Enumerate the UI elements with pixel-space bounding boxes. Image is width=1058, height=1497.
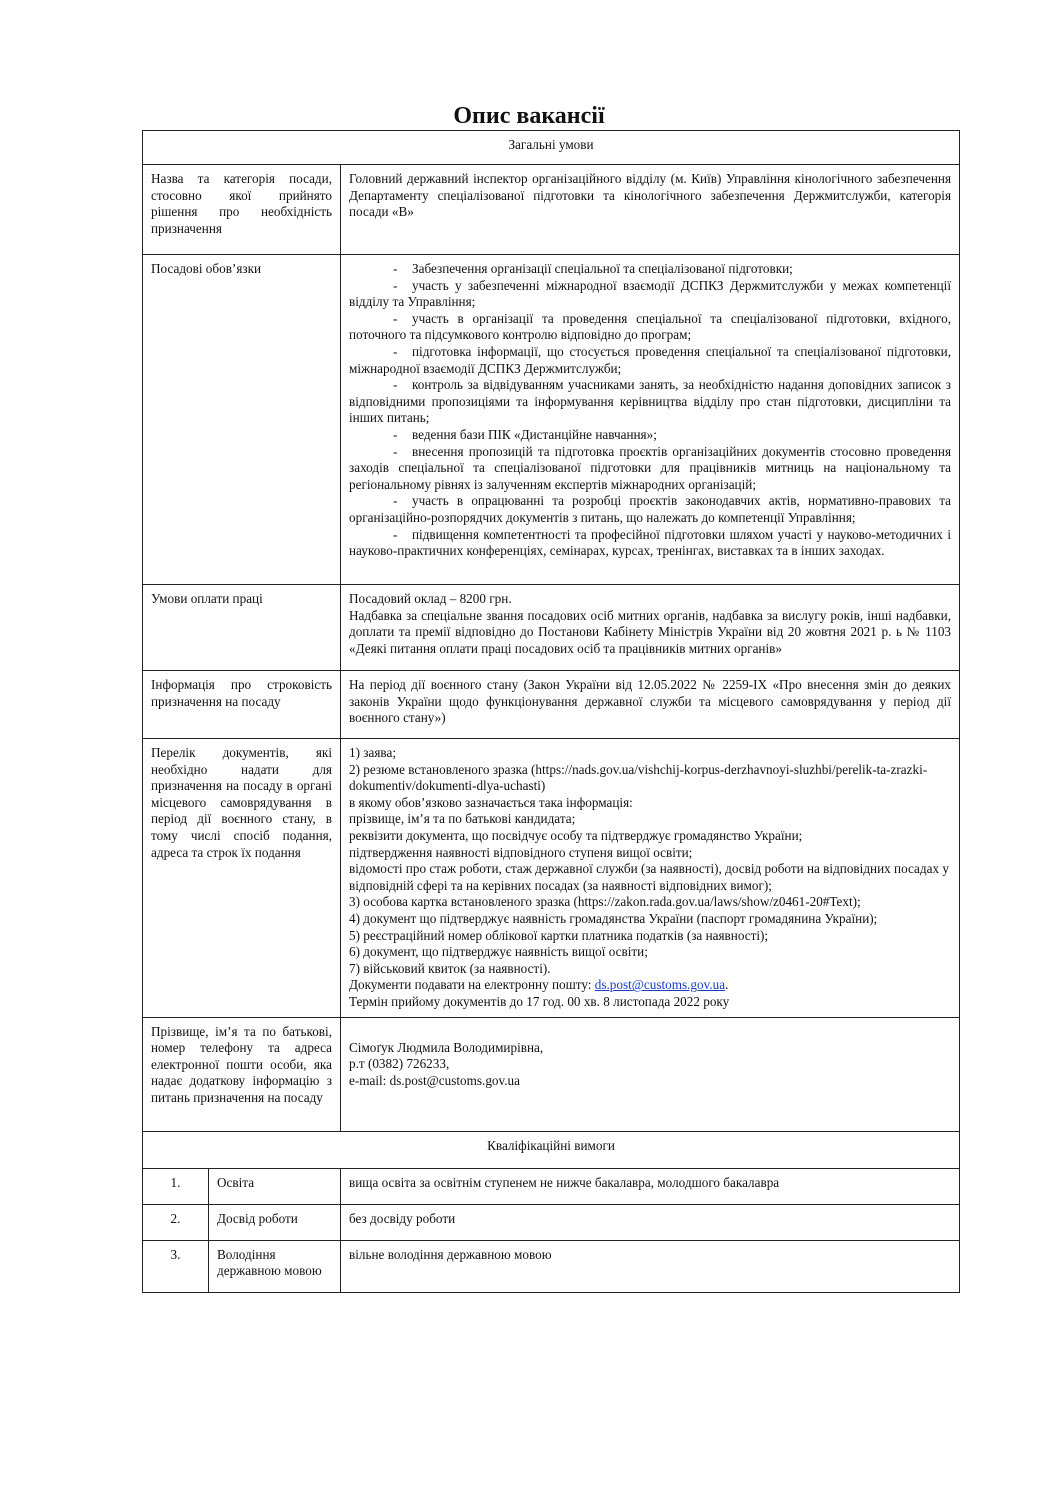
duties-row <box>143 255 960 585</box>
duty-item: - участь в опрацюванні та розробці проєктів законодавчих актів, нормативно-правових та організаційно-розпорядчих документів з питань, що належать до компетенції Управління; <box>349 493 952 525</box>
general-heading-row <box>143 131 960 165</box>
documents-row <box>143 739 960 1018</box>
documents-label: Перелік документів, які необхідно надати для призначення на посаду в органі місцевого самоврядування в період дії воєнного стану, в тому числі спосіб подання, адреса та строк їх подання <box>143 739 341 1018</box>
qualification-label: Володіння державною мовою <box>209 1240 341 1292</box>
qualification-heading: Кваліфікаційні вимоги <box>143 1131 960 1168</box>
salary-cell <box>341 585 960 671</box>
document-line: прізвище, ім’я та по батькові кандидата; <box>349 811 576 827</box>
qualification-label: Освіта <box>209 1168 341 1204</box>
email-link[interactable]: ds.post@customs.gov.ua <box>594 977 726 993</box>
term-value: На період дії воєнного стану (Закон України від 12.05.2022 № 2259-IX «Про внесення змін до деяких законів України щодо функціонування державної служби та місцевого самоврядування у період дії воєнного стану») <box>341 671 960 739</box>
document-line: 7) військовий квиток (за наявності). <box>349 960 551 976</box>
document-line: реквізити документа, що посвідчує особу та підтверджує громадянство України; <box>349 827 803 843</box>
contact-cell <box>341 1017 960 1131</box>
documents-cell <box>341 739 960 1018</box>
document-line: 1) заява; <box>349 745 396 760</box>
qualification-value: вища освіта за освітнім ступенем не нижче бакалавра, молодшого бакалавра <box>341 1168 960 1204</box>
duty-item: - контроль за відвідуванням учасниками занять, за необхідністю надання доповідних записок з відповідними пропозиціями та інформування керівництва відділу про стан підготовки, дисципліни та інших питань; <box>349 377 952 426</box>
qualification-label: Досвід роботи <box>209 1204 341 1240</box>
salary-bonuses: Надбавка за спеціальне звання посадових осіб митних органів, надбавка за вислугу років, інші надбавки, доплати та премії відповідно до Постанови Кабінету Міністрів України від 20 жовтня 2021 р. ь № 1103 «Деякі питання оплати праці посадових осіб та працівників митних органів» <box>349 607 952 656</box>
qualification-row <box>143 1240 960 1292</box>
document-line: 4) документ що підтверджує наявність громадянства України (паспорт громадянина України); <box>349 910 878 926</box>
document-line: 5) реєстраційний номер облікової картки платника податків (за наявності); <box>349 927 769 943</box>
contact-label: Прізвище, ім’я та по батькові, номер телефону та адреса електронної пошти особи, яка надає додаткову інформацію з питань призначення на посаду <box>143 1017 341 1131</box>
duty-item: - Забезпечення організації спеціальної та спеціалізованої підготовки; <box>393 261 793 276</box>
position-label: Назва та категорія посади, стосовно якої прийнято рішення про необхідність призначення <box>143 165 341 255</box>
position-value: Головний державний інспектор організаційного відділу (м. Київ) Управління кінологічного забезпечення Департаменту спеціалізованої підготовки та кінологічного забезпечення Держмитслужби, категорія посади «В» <box>341 165 960 255</box>
term-row <box>143 671 960 739</box>
qualification-value: вільне володіння державною мовою <box>341 1240 960 1292</box>
contact-name: Сімоґук Людмила Володимирівна, <box>349 1039 544 1055</box>
page-title: Опис вакансії <box>453 103 605 129</box>
duty-item: - ведення бази ПІК «Дистанційне навчання»; <box>393 426 657 442</box>
vacancy-table <box>142 130 960 1293</box>
duty-item: - внесення пропозицій та підготовка проєктів організаційних документів стосовно проведення заходів спеціальної та спеціалізованої підготовки для працівників митниць на національному та регіональному рівнях із залученням експертів міжнародних організацій; <box>349 443 952 492</box>
submission-deadline: Термін прийому документів до 17 год. 00 хв. 8 листопада 2022 року <box>349 993 730 1009</box>
qualification-number: 3. <box>143 1240 209 1292</box>
document-line: 2) резюме встановленого зразка (https://nads.gov.ua/vishchij-korpus-derzhavnoyi-sluzhbi/perelik-ta-zrazki-dokumentiv/dokumenti-dlya-uchasti) <box>349 761 928 794</box>
duties-label: Посадові обов’язки <box>143 255 341 585</box>
submission-email-line: Документи подавати на електронну пошту: ds.post@customs.gov.ua. <box>349 977 729 993</box>
qualification-value: без досвіду роботи <box>341 1204 960 1240</box>
document-line: 3) особова картка встановленого зразка (https://zakon.rada.gov.ua/laws/show/z0461-20#Text); <box>349 894 861 910</box>
qualification-heading-row <box>143 1131 960 1168</box>
salary-row <box>143 585 960 671</box>
salary-base: Посадовий оклад – 8200 грн. <box>349 591 512 606</box>
qualification-row <box>143 1204 960 1240</box>
duty-item: - участь у забезпеченні міжнародної взаємодії ДСПКЗ Держмитслужби у межах компетенції відділу та Управління; <box>349 277 952 310</box>
qualification-number: 2. <box>143 1204 209 1240</box>
position-row <box>143 165 960 255</box>
duty-item: - участь в організації та проведення спеціальної та спеціалізованої підготовки, вхідного, поточного та підсумкового контролю відповідно до програм; <box>349 310 952 343</box>
duty-item: - підвищення компетентності та професійної підготовки шляхом участі у науково-методичних і науково-практичних конференціях, семінарах, курсах, тренінгах, виставках та в інших заходах. <box>349 526 952 559</box>
document-line: в якому обов’язково зазначається така інформація: <box>349 794 633 810</box>
salary-label: Умови оплати праці <box>143 585 341 671</box>
qualification-row <box>143 1168 960 1204</box>
contact-email: e-mail: ds.post@customs.gov.ua <box>349 1072 520 1088</box>
duty-item: - підготовка інформації, що стосується проведення спеціальної та спеціалізованої підготовки, міжнародної взаємодії ДСПКЗ Держмитслужби; <box>349 343 952 376</box>
duties-cell <box>341 255 960 585</box>
contact-phone: р.т (0382) 726233, <box>349 1056 450 1072</box>
term-label: Інформація про строковість призначення на посаду <box>143 671 341 739</box>
document-line: підтвердження наявності відповідного ступеня вищої освіти; <box>349 844 693 860</box>
document-line: 6) документ, що підтверджує наявність вищої освіти; <box>349 944 648 960</box>
document-line: відомості про стаж роботи, стаж державної служби (за наявності), досвід роботи на відповідних посадах у відповідній сфері та на керівних посадах (за наявності відповідних вимог); <box>349 861 949 893</box>
contact-row <box>143 1017 960 1131</box>
general-heading: Загальні умови <box>143 131 960 165</box>
qualification-number: 1. <box>143 1168 209 1204</box>
